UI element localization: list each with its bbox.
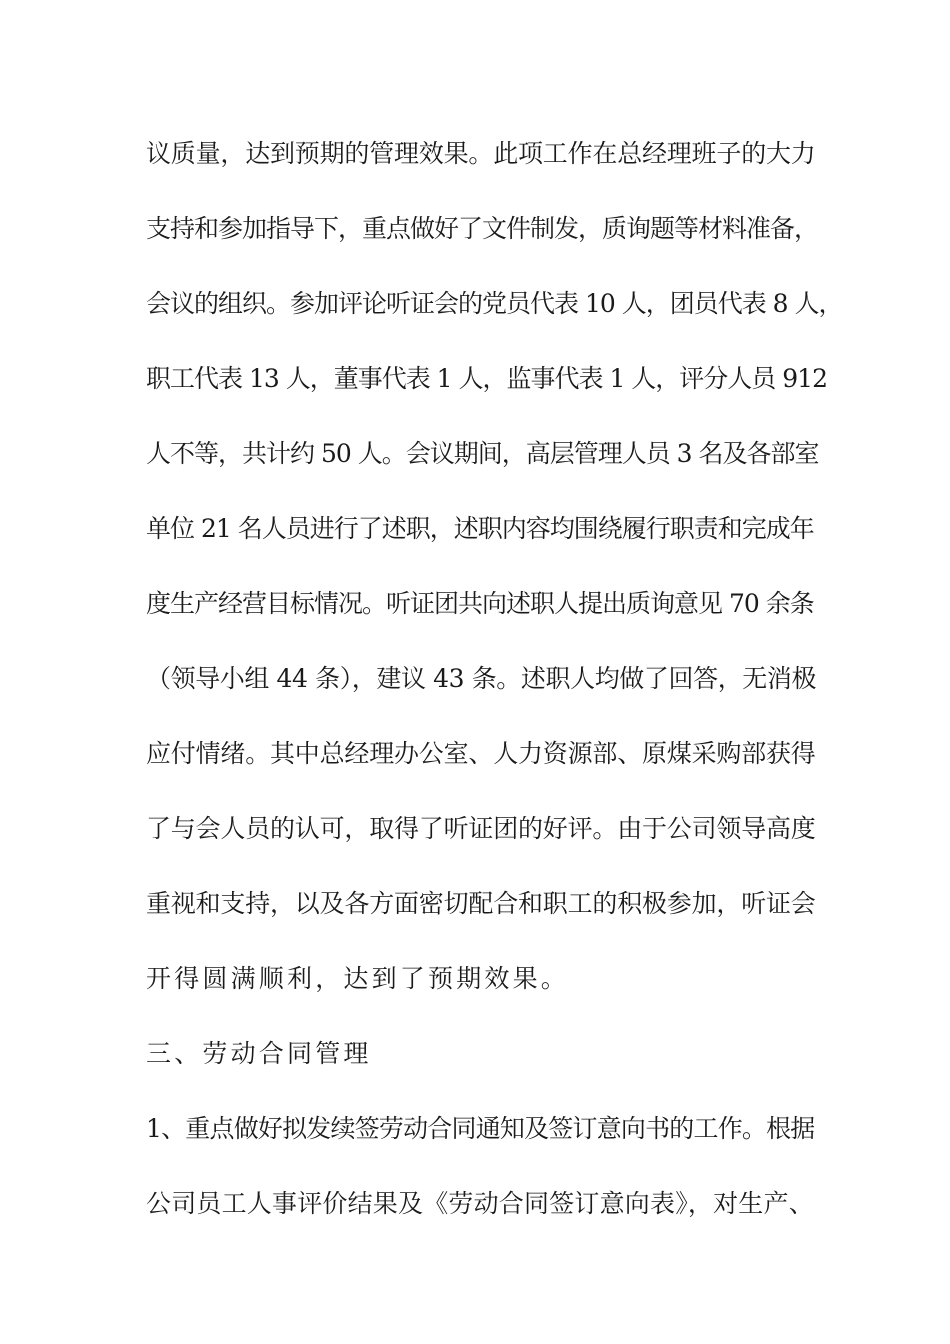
paragraph-line: 度生产经营目标情况。听证团共向述职人提出质询意见 70 余条: [146, 589, 814, 618]
section-heading: 三、劳动合同管理: [146, 1039, 372, 1068]
paragraph-line: 公司员工人事评价结果及《劳动合同签订意向表》，对生产、: [146, 1189, 814, 1218]
paragraph-line: 职工代表 13 人，董事代表 1 人，监事代表 1 人，评分人员 912: [146, 364, 827, 393]
paragraph-line: 了与会人员的认可，取得了听证团的好评。由于公司领导高度: [146, 814, 816, 843]
paragraph-line: 单位 21 名人员进行了述职，述职内容均围绕履行职责和完成年: [146, 514, 814, 543]
paragraph-line: （领导小组 44 条），建议 43 条。述职人均做了回答，无消极: [146, 664, 817, 693]
paragraph-line: 会议的组织。参加评论听证会的党员代表 10 人，团员代表 8 人，: [146, 289, 843, 318]
paragraph-line: 支持和参加指导下，重点做好了文件制发，质询题等材料准备，: [146, 214, 819, 243]
paragraph-line: 开得圆满顺利，达到了预期效果。: [146, 964, 570, 993]
paragraph-line: 人不等，共计约 50 人。会议期间，高层管理人员 3 名及各部室: [146, 439, 819, 468]
paragraph-line: 重视和支持，以及各方面密切配合和职工的积极参加，听证会: [146, 889, 816, 918]
paragraph-line: 1、重点做好拟发续签劳动合同通知及签订意向书的工作。根据: [146, 1114, 815, 1143]
paragraph-line: 应付情绪。其中总经理办公室、人力资源部、原煤采购部获得: [146, 739, 816, 768]
paragraph-line: 议质量，达到预期的管理效果。此项工作在总经理班子的大力: [146, 139, 816, 168]
